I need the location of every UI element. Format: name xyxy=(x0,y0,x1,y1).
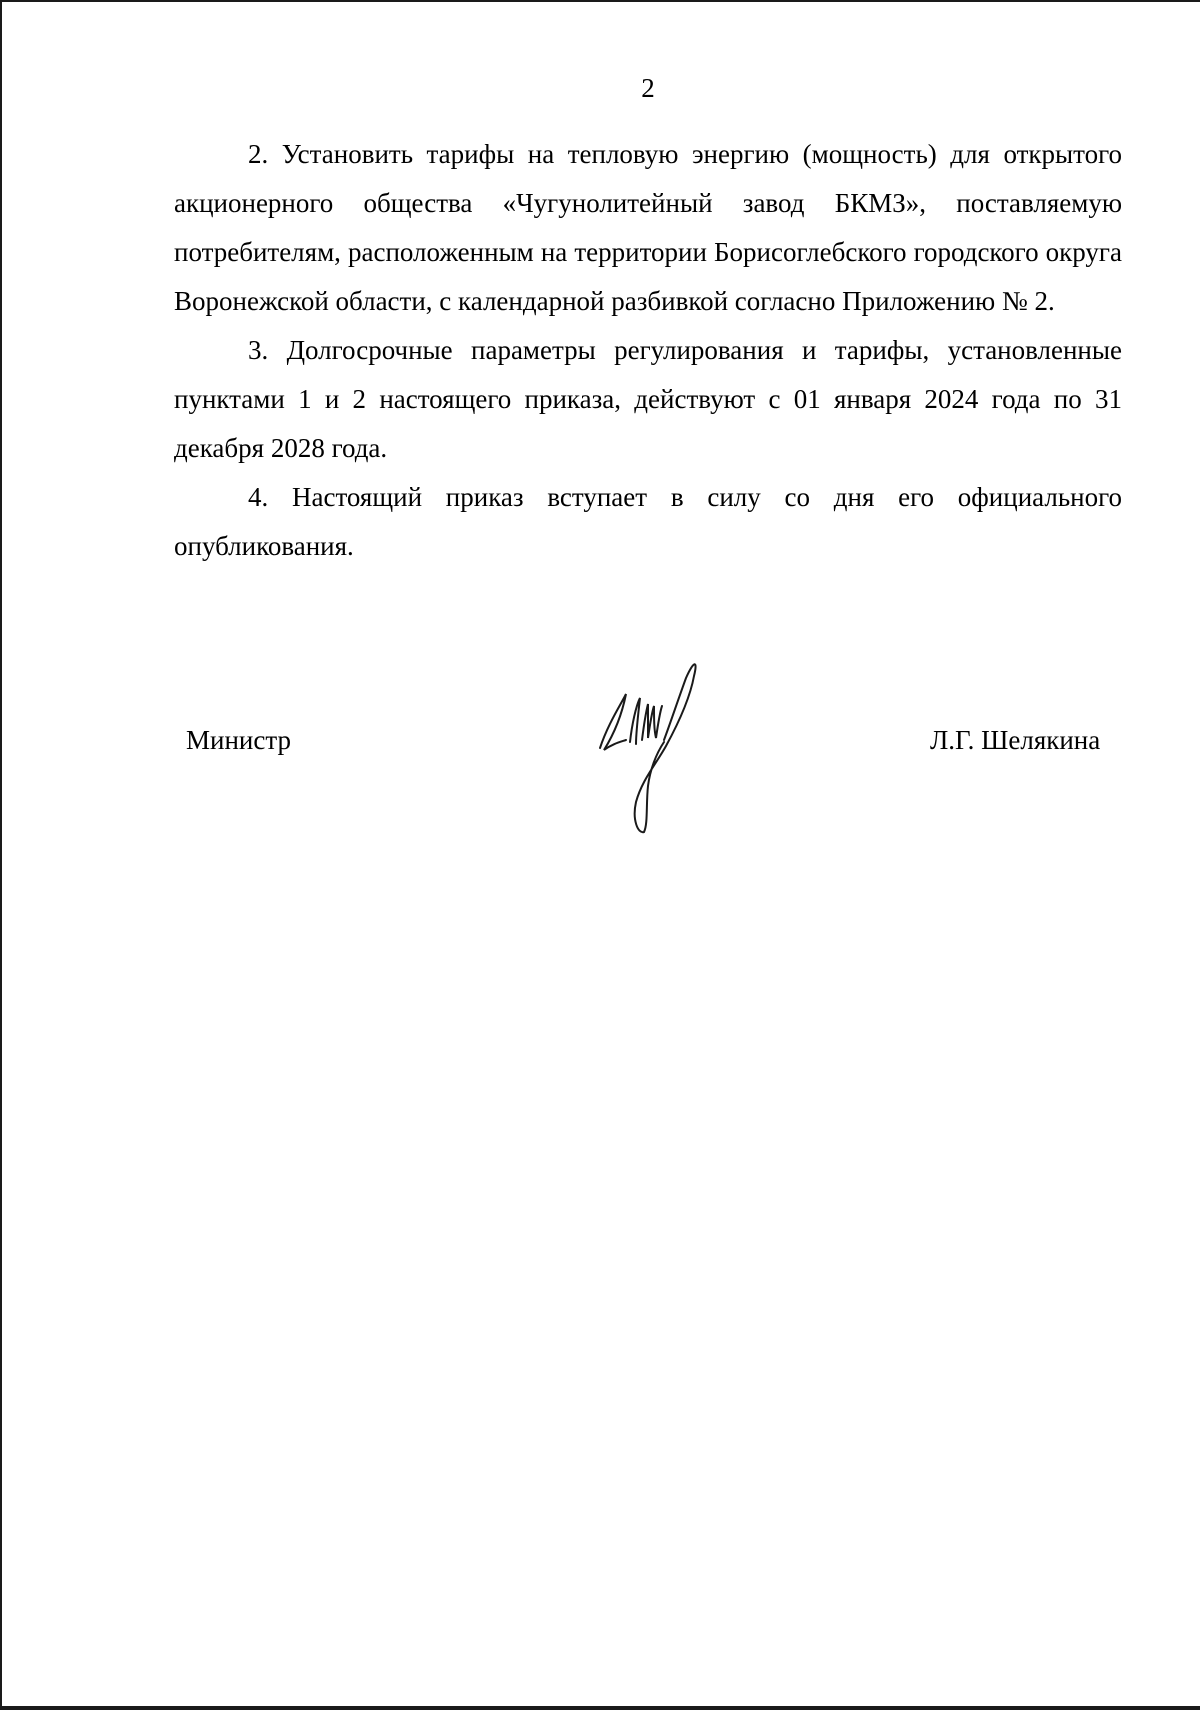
paragraph-2: 2. Установить тарифы на тепловую энергию (мощность) для открытого акционерного общества «Чугунолитейный завод БКМЗ», поставляемую потребителям, расположенным на территории Борисоглебского городского округа Воронежской области, с календарной разбивкой согласно Приложению № 2. xyxy=(174,139,1122,316)
handwritten-signature xyxy=(586,654,716,844)
signatory-role: Министр xyxy=(186,725,291,755)
signatory-name: Л.Г. Шелякина xyxy=(930,725,1101,755)
scan-edge-left xyxy=(0,0,2,1710)
scan-edge-bottom xyxy=(0,1706,1200,1710)
paragraph-4: 4. Настоящий приказ вступает в силу со дня его официального опубликования. xyxy=(174,482,1122,561)
page-number: 2 xyxy=(641,73,655,103)
signature-block xyxy=(0,700,1200,840)
document-body xyxy=(174,130,1122,571)
paragraph-3: 3. Долгосрочные параметры регулирования и тарифы, установленные пунктами 1 и 2 настоящего приказа, действуют с 01 января 2024 года по 31 декабря 2028 года. xyxy=(174,335,1122,463)
scan-edge-top xyxy=(0,0,1200,2)
